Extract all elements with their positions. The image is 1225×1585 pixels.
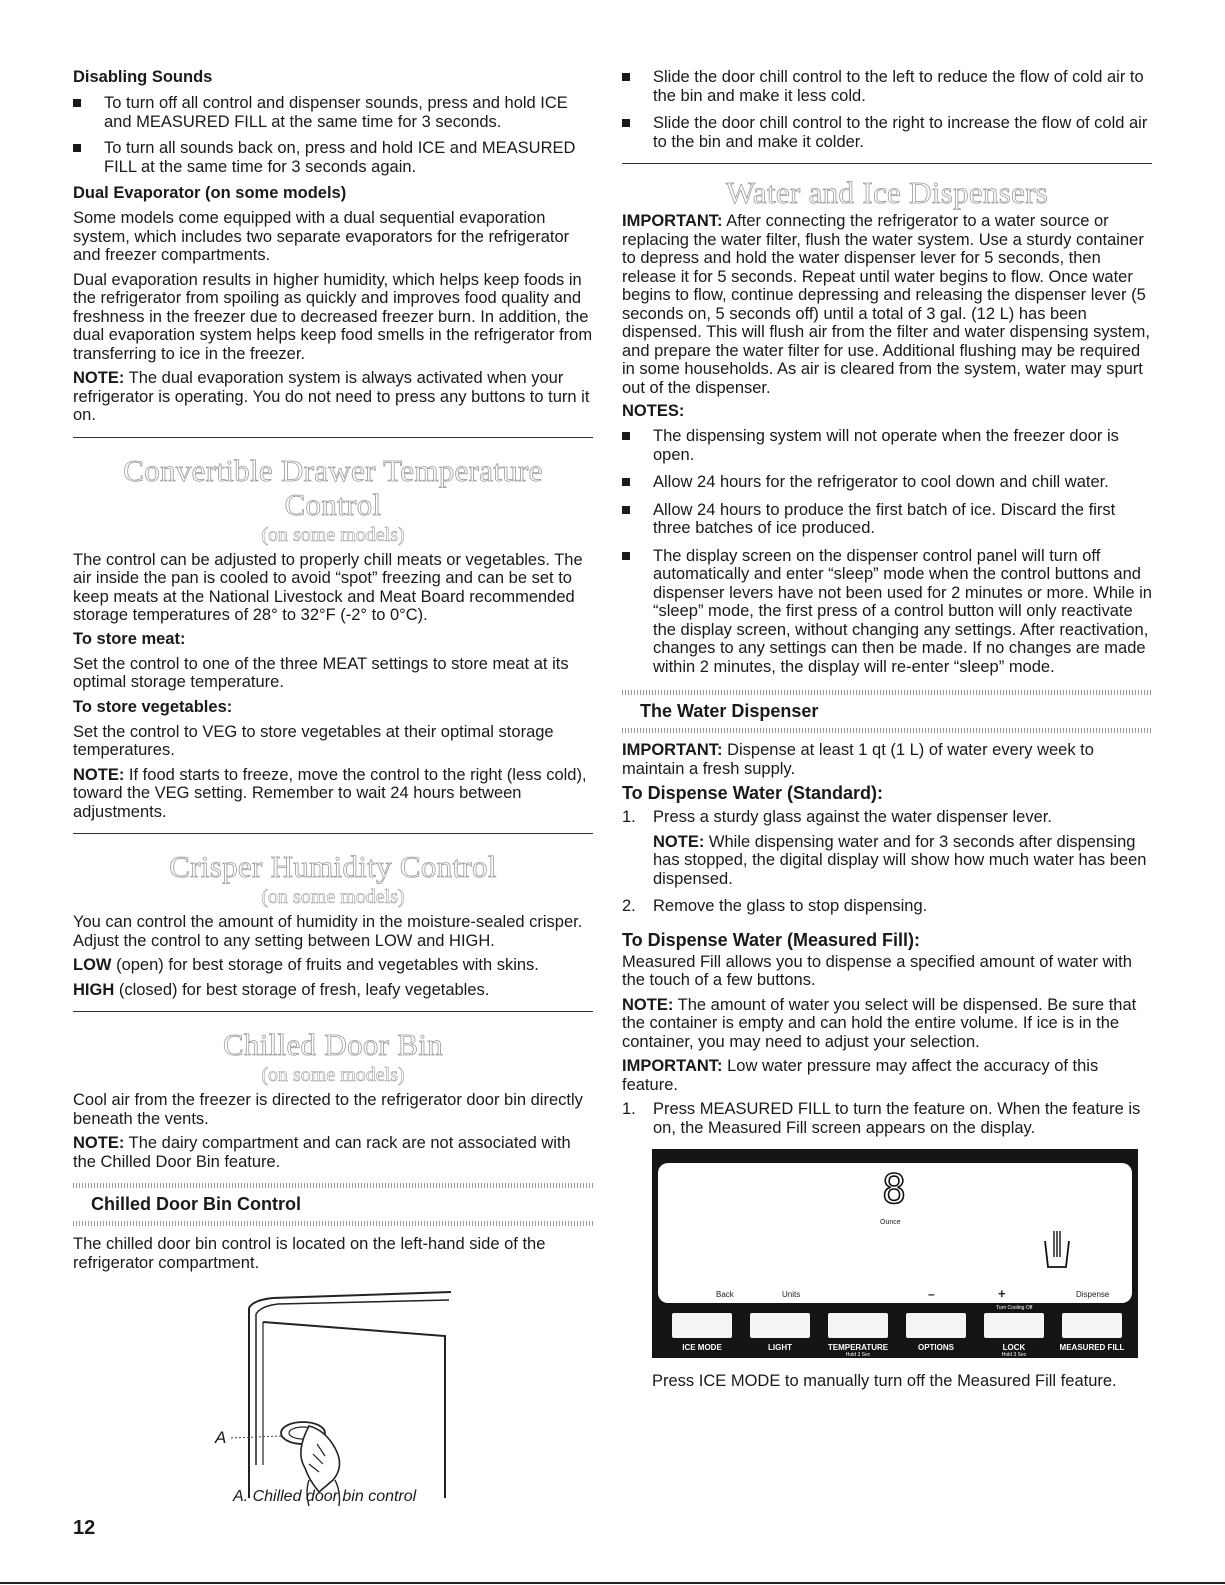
note-bullet: The dispensing system will not operate when the freezer door is open.	[622, 427, 1152, 464]
important-label: IMPORTANT:	[622, 1057, 723, 1075]
high-label: HIGH	[73, 980, 115, 999]
right-column	[622, 64, 1152, 1391]
note-text: The amount of water you select will be dispensed. Be sure that the container is empty and can hold the entire volume. If ice is in the container, you may need to adjust your selection.	[622, 995, 1137, 1051]
important-text: Dispense at least 1 qt (1 L) of water every week to maintain a fresh supply.	[622, 741, 1094, 778]
note-label: NOTE:	[73, 1134, 125, 1152]
standard-step	[622, 808, 1152, 827]
lock-button[interactable]	[984, 1313, 1044, 1338]
refrigerator-door-illustration	[73, 1280, 593, 1510]
water-ice-important	[622, 212, 1152, 397]
note-label: NOTE:	[73, 369, 125, 387]
high-text: (closed) for best storage of fresh, leafy vegetables.	[114, 980, 490, 999]
standard-step	[622, 897, 1152, 916]
chilled-door-bin-control-bar	[73, 1188, 593, 1221]
convertible-drawer-note	[73, 766, 593, 822]
page-number: 12	[73, 1517, 96, 1539]
note-bullet: Allow 24 hours to produce the first batch of ice. Discard the first three batches of ice produced.	[622, 501, 1152, 538]
note-text: If food starts to freeze, move the control to the right (less cold), toward the VEG setting. Remember to wait 24 hours between adjustments.	[73, 765, 587, 821]
door-chill-bullet: Slide the door chill control to the right to increase the flow of cold air to the bin and make it colder.	[622, 114, 1152, 151]
dual-evaporator-paragraph: Some models come equipped with a dual sequential evaporation system, which includes two separate evaporators for the refrigerator and freezer compartments.	[73, 209, 570, 264]
dual-evaporator-note	[73, 369, 593, 425]
important-label: IMPORTANT:	[622, 212, 723, 230]
section-divider	[73, 1011, 593, 1012]
crisper-humidity-title: Crisper Humidity Control	[169, 849, 497, 884]
crisper-high-setting	[73, 981, 593, 1000]
note-text: The dual evaporation system is always activated when your refrigerator is operating. You do not need to press any buttons to turn it on.	[73, 369, 590, 424]
chilled-door-bin-control-text: The chilled door bin control is located on the left-hand side of the refrigerator compartment.	[73, 1235, 546, 1272]
temperature-hold-label: Hold 3 Sec	[845, 1352, 871, 1358]
dispense-standard-heading: To Dispense Water (Standard):	[622, 783, 884, 803]
step-text: Press a sturdy glass against the water dispenser lever.	[653, 808, 1052, 826]
water-dispenser-bar	[622, 695, 1152, 728]
store-meat-heading: To store meat:	[73, 629, 186, 648]
store-vegetables-text: Set the control to VEG to store vegetables at their optimal storage temperatures.	[73, 722, 554, 759]
step-number: 2.	[622, 897, 636, 915]
temperature-button[interactable]	[828, 1313, 888, 1338]
measured-fill-important	[622, 1057, 1152, 1094]
lock-hold-label: Hold 3 Sec	[1001, 1352, 1027, 1358]
measured-fill-label: MEASURED FILL	[1059, 1343, 1125, 1352]
ounce-digit: 8	[882, 1167, 907, 1213]
standard-step-note	[622, 833, 1152, 889]
section-divider	[73, 833, 593, 834]
chilled-door-bin-title: Chilled Door Bin	[222, 1027, 444, 1062]
note-text: While dispensing water and for 3 seconds after dispensing has stopped, the digital display will show how much water has been dispensed.	[653, 832, 1147, 888]
subsection-bottom-hatch	[73, 1221, 593, 1226]
back-label: Back	[716, 1290, 734, 1299]
lock-label: LOCK	[1002, 1343, 1026, 1352]
section-divider	[73, 437, 593, 438]
minus-label: –	[928, 1287, 935, 1301]
options-button[interactable]	[906, 1313, 966, 1338]
store-meat-text: Set the control to one of the three MEAT settings to store meat at its optimal storage temperature.	[73, 654, 569, 691]
after-panel-text: Press ICE MODE to manually turn off the Measured Fill feature.	[652, 1372, 1117, 1390]
section-divider	[622, 163, 1152, 164]
dual-evaporator-heading: Dual Evaporator (on some models)	[73, 184, 347, 202]
ice-mode-button[interactable]	[672, 1313, 732, 1338]
chilled-door-bin-control-heading: Chilled Door Bin Control	[91, 1194, 301, 1214]
low-text: (open) for best storage of fruits and vegetables with skins.	[111, 956, 539, 974]
measured-fill-note	[622, 996, 1152, 1052]
disabling-sounds-heading: Disabling Sounds	[73, 68, 213, 86]
subsection-bottom-hatch	[622, 728, 1152, 733]
disabling-sounds-bullet: To turn all sounds back on, press and hold ICE and MEASURED FILL at the same time for 3 seconds again.	[73, 139, 593, 176]
dual-evaporator-paragraph: Dual evaporation results in higher humidity, which helps keep foods in the refrigerator from spoiling as quickly and improves food quality and freshness in the freezer due to decreased freezer burn. In addition, the dual evaporation system helps keep food smells in the refrigerator from transferring to ice in the freezer.	[73, 270, 593, 363]
important-text: Low water pressure may affect the accuracy of this feature.	[622, 1057, 1099, 1094]
convertible-drawer-title: Convertible Drawer Temperature Control	[123, 452, 543, 522]
figure-caption: A. Chilled door bin control	[233, 1488, 417, 1505]
water-dispenser-heading: The Water Dispenser	[640, 701, 819, 721]
convertible-drawer-subtitle: (on some models)	[261, 523, 405, 546]
temperature-label: TEMPERATURE	[827, 1343, 889, 1352]
dispenser-control-panel	[652, 1149, 1138, 1358]
important-text: After connecting the refrigerator to a water source or replacing the water filter, flush the water system. Use a sturdy container to depress and hold the water dispenser lever for 5 seconds, then release it for 5 seconds. Repeat until water begins to flow. Once water begins to flow, continue depressing and releasing the dispenser lever (5 seconds on, 5 seconds off) until a total of 3 gal. (12 L) has been dispensed. This will flush air from the filter and water dispensing system, and prepare the water filter for use. Additional flushing may be required in some households. As air is cleared from the system, water may spurt out of the dispenser.	[622, 212, 1150, 397]
convertible-drawer-paragraph: The control can be adjusted to properly chill meats or vegetables. The air inside the pan is cooled to avoid “spot” freezing and can be set to keep meats at the National Livestock and Meat Board recommended storage temperatures of 28° to 32°F (-2° to 0°C).	[73, 550, 583, 624]
note-bullet: Allow 24 hours for the refrigerator to cool down and chill water.	[622, 473, 1152, 492]
page-bottom-rule	[0, 1582, 1225, 1584]
measured-fill-button[interactable]	[1062, 1313, 1122, 1338]
chilled-door-bin-subtitle: (on some models)	[261, 1064, 405, 1086]
important-label: IMPORTANT:	[622, 741, 723, 759]
ice-mode-label: ICE MODE	[682, 1343, 722, 1352]
note-text: The dairy compartment and can rack are not associated with the Chilled Door Bin feature.	[73, 1134, 571, 1171]
crisper-humidity-paragraph: You can control the amount of humidity in the moisture-sealed crisper. Adjust the control to any setting between LOW and HIGH.	[73, 913, 583, 950]
door-chill-bullet: Slide the door chill control to the left to reduce the flow of cold air to the bin and make it less cold.	[622, 68, 1152, 105]
crisper-humidity-subtitle: (on some models)	[261, 886, 405, 908]
plus-label: +	[998, 1286, 1006, 1301]
step-text: Remove the glass to stop dispensing.	[653, 897, 928, 915]
left-column	[73, 64, 593, 1510]
chilled-door-bin-figure	[73, 1280, 593, 1510]
low-label: LOW	[73, 956, 112, 974]
figure-callout-label: A	[215, 1428, 227, 1447]
display-screen	[658, 1163, 1132, 1303]
note-label: NOTE:	[73, 765, 125, 784]
chilled-door-bin-paragraph: Cool air from the freezer is directed to the refrigerator door bin directly beneath the vents.	[73, 1091, 583, 1128]
note-label: NOTE:	[622, 995, 674, 1014]
step-number: 1.	[622, 808, 636, 826]
chilled-door-bin-note	[73, 1134, 593, 1171]
glass-icon	[1042, 1231, 1072, 1269]
turn-cooling-off-label: Turn Cooling Off	[996, 1305, 1033, 1311]
note-bullet: The display screen on the dispenser control panel will turn off automatically and enter “sleep” mode when the control buttons and dispenser levers have not been used for 2 minutes or more. While in “sleep” mode, the first press of a control button will only reactivate the display screen, without changing any settings. After reactivation, changes to any settings can then be made. If no changes are made within 2 minutes, the display will re-enter “sleep” mode.	[622, 547, 1152, 677]
measured-fill-step	[622, 1100, 1152, 1137]
water-ice-dispensers-title: Water and Ice Dispensers	[725, 175, 1049, 210]
dispense-label: Dispense	[1076, 1290, 1110, 1299]
step-number: 1.	[622, 1100, 636, 1118]
water-dispenser-important	[622, 741, 1152, 778]
crisper-low-setting	[73, 956, 593, 975]
light-label: LIGHT	[768, 1343, 792, 1352]
step-text: Press MEASURED FILL to turn the feature on. When the feature is on, the Measured Fill screen appears on the display.	[653, 1100, 1141, 1137]
notes-heading: NOTES:	[622, 402, 685, 420]
measured-fill-paragraph: Measured Fill allows you to dispense a specified amount of water with the touch of a few buttons.	[622, 952, 1132, 989]
units-label: Units	[782, 1290, 801, 1299]
unit-label: Ounce	[880, 1219, 901, 1226]
note-label: NOTE:	[653, 832, 705, 851]
dispense-measured-heading: To Dispense Water (Measured Fill):	[622, 929, 921, 950]
options-label: OPTIONS	[917, 1343, 954, 1352]
light-button[interactable]	[750, 1313, 810, 1338]
disabling-sounds-bullet: To turn off all control and dispenser sounds, press and hold ICE and MEASURED FILL at the same time for 3 seconds.	[73, 94, 593, 131]
store-vegetables-heading: To store vegetables:	[73, 697, 233, 716]
